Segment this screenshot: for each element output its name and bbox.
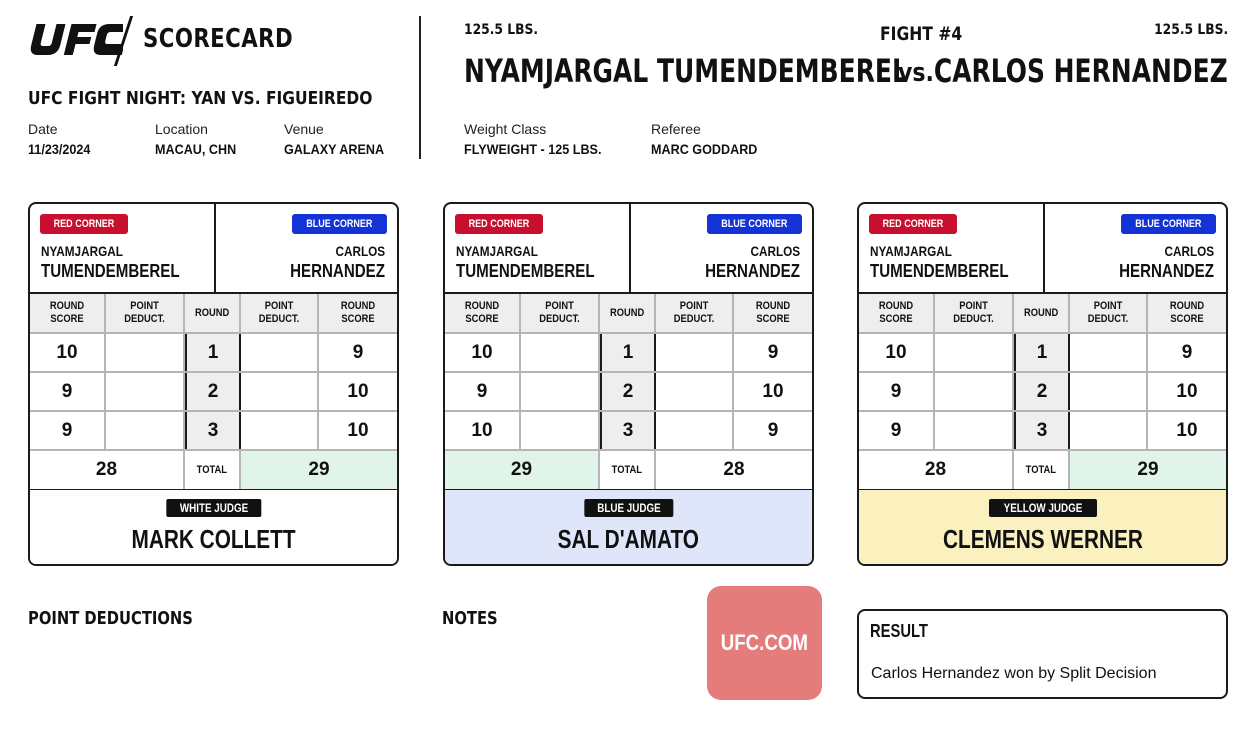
- red-last-name: TUMENDEMBEREL: [456, 261, 595, 281]
- round-number: 3: [185, 412, 241, 449]
- location-value: MACAU, CHN: [155, 141, 237, 157]
- red-round-score: 9: [445, 373, 521, 410]
- blue-last-name: HERNANDEZ: [290, 261, 385, 281]
- blue-round-score: 9: [1181, 341, 1193, 363]
- red-total: 28: [30, 451, 185, 489]
- red-corner-badge: RED CORNER: [869, 214, 957, 234]
- weight-class-value: FLYWEIGHT - 125 LBS.: [464, 141, 602, 157]
- judge-section: [445, 490, 812, 566]
- referee-label: Referee: [651, 121, 701, 137]
- blue-point-deduct: [656, 412, 734, 449]
- blue-point-deduct: [1070, 373, 1148, 410]
- card-fighters: [445, 204, 812, 294]
- judge-scorecard: [28, 202, 399, 566]
- score-header-row: [859, 294, 1226, 334]
- blue-total: 29: [1070, 451, 1226, 489]
- red-round-score: 9: [30, 373, 106, 410]
- red-fighter-name: NYAMJARGAL TUMENDEMBEREL: [464, 52, 908, 90]
- judge-scorecard: [443, 202, 814, 566]
- red-point-deduct: [106, 412, 185, 449]
- blue-point-deduct-header: POINT DEDUCT.: [241, 294, 319, 332]
- venue-label: Venue: [284, 121, 324, 137]
- round-rows: [445, 334, 812, 451]
- red-round-score: 10: [445, 334, 521, 371]
- blue-corner-badge: BLUE CORNER: [1121, 214, 1216, 234]
- round-number: 2: [1014, 373, 1070, 410]
- total-row: [30, 451, 397, 491]
- blue-round-score: 10: [1176, 380, 1198, 402]
- fight-number: FIGHT #4: [880, 23, 963, 45]
- red-point-deduct: [106, 334, 185, 371]
- blue-round-score: 9: [767, 341, 779, 363]
- total-label: TOTAL: [600, 451, 656, 489]
- blue-round-score: 10: [1176, 419, 1198, 441]
- red-last-name: TUMENDEMBEREL: [41, 261, 180, 281]
- blue-point-deduct-header: POINT DEDUCT.: [656, 294, 734, 332]
- judge-section: [859, 490, 1226, 566]
- red-round-score: 9: [30, 412, 106, 449]
- round-row: [859, 373, 1226, 412]
- blue-round-score-header: ROUND SCORE: [755, 300, 791, 325]
- blue-round-score: 10: [762, 380, 784, 402]
- score-grid: [30, 294, 397, 491]
- round-number: 1: [600, 334, 656, 371]
- round-row: [445, 412, 812, 451]
- round-rows: [859, 334, 1226, 451]
- blue-first-name: CARLOS: [335, 243, 385, 259]
- result-box: [857, 609, 1228, 699]
- round-row: [859, 334, 1226, 373]
- red-first-name: NYAMJARGAL: [41, 243, 123, 259]
- blue-corner-badge: BLUE CORNER: [707, 214, 802, 234]
- blue-point-deduct: [656, 334, 734, 371]
- ufc-logo: [28, 18, 123, 58]
- round-number: 2: [600, 373, 656, 410]
- round-header: ROUND: [1014, 294, 1070, 332]
- blue-round-score: 9: [352, 341, 364, 363]
- red-corner-badge: RED CORNER: [40, 214, 128, 234]
- result-text: Carlos Hernandez won by Split Decision: [871, 665, 1157, 682]
- fighter-divider: [1043, 204, 1045, 294]
- red-point-deduct: [106, 373, 185, 410]
- judge-name: MARK COLLETT: [131, 524, 296, 554]
- red-point-deduct: [521, 373, 600, 410]
- header-divider: [419, 16, 421, 159]
- blue-point-deduct: [241, 334, 319, 371]
- judge-badge: BLUE JUDGE: [584, 499, 673, 517]
- blue-point-deduct-header: POINT DEDUCT.: [1070, 294, 1148, 332]
- score-header-row: [445, 294, 812, 334]
- blue-fighter-name: CARLOS HERNANDEZ: [934, 52, 1228, 90]
- blue-point-deduct: [1070, 334, 1148, 371]
- round-number: 2: [185, 373, 241, 410]
- red-total: 28: [859, 451, 1014, 489]
- blue-round-score: 9: [767, 419, 779, 441]
- date-value: 11/23/2024: [28, 141, 91, 157]
- point-deductions-title: POINT DEDUCTIONS: [28, 608, 193, 629]
- red-point-deduct-header: POINT DEDUCT.: [521, 294, 600, 332]
- red-round-score: 9: [859, 412, 935, 449]
- red-total: 29: [445, 451, 600, 489]
- scorecard-label: SCORECARD: [143, 24, 294, 54]
- blue-point-deduct: [241, 373, 319, 410]
- round-row: [445, 334, 812, 373]
- red-round-score-header: ROUND SCORE: [445, 294, 521, 332]
- blue-total: 28: [723, 459, 745, 480]
- blue-corner-badge: BLUE CORNER: [292, 214, 387, 234]
- total-label: TOTAL: [1014, 451, 1070, 489]
- venue-value: GALAXY ARENA: [284, 141, 385, 157]
- red-round-score: 10: [859, 334, 935, 371]
- blue-point-deduct: [241, 412, 319, 449]
- red-point-deduct-header: POINT DEDUCT.: [106, 294, 185, 332]
- date-label: Date: [28, 121, 58, 137]
- fighter-divider: [214, 204, 216, 294]
- round-number: 1: [185, 334, 241, 371]
- round-header: ROUND: [600, 294, 656, 332]
- judge-badge: YELLOW JUDGE: [988, 499, 1096, 517]
- red-point-deduct-header: POINT DEDUCT.: [935, 294, 1014, 332]
- result-title: RESULT: [870, 621, 928, 641]
- red-point-deduct: [521, 334, 600, 371]
- judge-badge: WHITE JUDGE: [166, 499, 261, 517]
- red-round-score: 9: [859, 373, 935, 410]
- round-row: [30, 412, 397, 451]
- event-title: UFC FIGHT NIGHT: YAN VS. FIGUEIREDO: [28, 88, 373, 109]
- blue-point-deduct: [1070, 412, 1148, 449]
- red-point-deduct: [935, 373, 1014, 410]
- round-number: 3: [1014, 412, 1070, 449]
- red-point-deduct: [935, 412, 1014, 449]
- round-header: ROUND: [185, 294, 241, 332]
- blue-total: 29: [241, 451, 397, 489]
- red-point-deduct: [935, 334, 1014, 371]
- location-label: Location: [155, 121, 208, 137]
- blue-round-score: 10: [347, 380, 369, 402]
- round-row: [445, 373, 812, 412]
- blue-point-deduct: [656, 373, 734, 410]
- weight-class-label: Weight Class: [464, 121, 547, 137]
- total-label: TOTAL: [185, 451, 241, 489]
- blue-round-score-header: ROUND SCORE: [1169, 300, 1205, 325]
- red-round-score-header: ROUND SCORE: [30, 294, 106, 332]
- blue-round-score: 10: [347, 419, 369, 441]
- blue-last-name: HERNANDEZ: [1119, 261, 1214, 281]
- blue-round-score-header: ROUND SCORE: [340, 300, 376, 325]
- judge-scorecard: [857, 202, 1228, 566]
- red-last-name: TUMENDEMBEREL: [870, 261, 1009, 281]
- red-corner-badge: RED CORNER: [455, 214, 543, 234]
- score-grid: [859, 294, 1226, 491]
- ufc-com-stamp: UFC.COM: [707, 586, 822, 700]
- notes-title: NOTES: [442, 608, 498, 629]
- round-number: 1: [1014, 334, 1070, 371]
- blue-first-name: CARLOS: [750, 243, 800, 259]
- referee-value: MARC GODDARD: [651, 141, 758, 157]
- round-row: [30, 373, 397, 412]
- vs-label: vs.: [898, 58, 934, 88]
- red-first-name: NYAMJARGAL: [456, 243, 538, 259]
- fighter-divider: [629, 204, 631, 294]
- red-point-deduct: [521, 412, 600, 449]
- red-fighter-weight: 125.5 LBS.: [464, 22, 539, 38]
- score-header-row: [30, 294, 397, 334]
- round-row: [859, 412, 1226, 451]
- card-fighters: [30, 204, 397, 294]
- red-first-name: NYAMJARGAL: [870, 243, 952, 259]
- judge-name: SAL D'AMATO: [557, 524, 700, 554]
- blue-last-name: HERNANDEZ: [705, 261, 800, 281]
- red-round-score: 10: [445, 412, 521, 449]
- blue-fighter-weight: 125.5 LBS.: [1153, 22, 1228, 38]
- blue-first-name: CARLOS: [1164, 243, 1214, 259]
- red-round-score-header: ROUND SCORE: [859, 294, 935, 332]
- total-row: [445, 451, 812, 491]
- judge-section: [30, 490, 397, 566]
- round-rows: [30, 334, 397, 451]
- round-number: 3: [600, 412, 656, 449]
- round-row: [30, 334, 397, 373]
- card-fighters: [859, 204, 1226, 294]
- total-row: [859, 451, 1226, 491]
- judge-name: CLEMENS WERNER: [942, 524, 1143, 554]
- red-round-score: 10: [30, 334, 106, 371]
- score-grid: [445, 294, 812, 491]
